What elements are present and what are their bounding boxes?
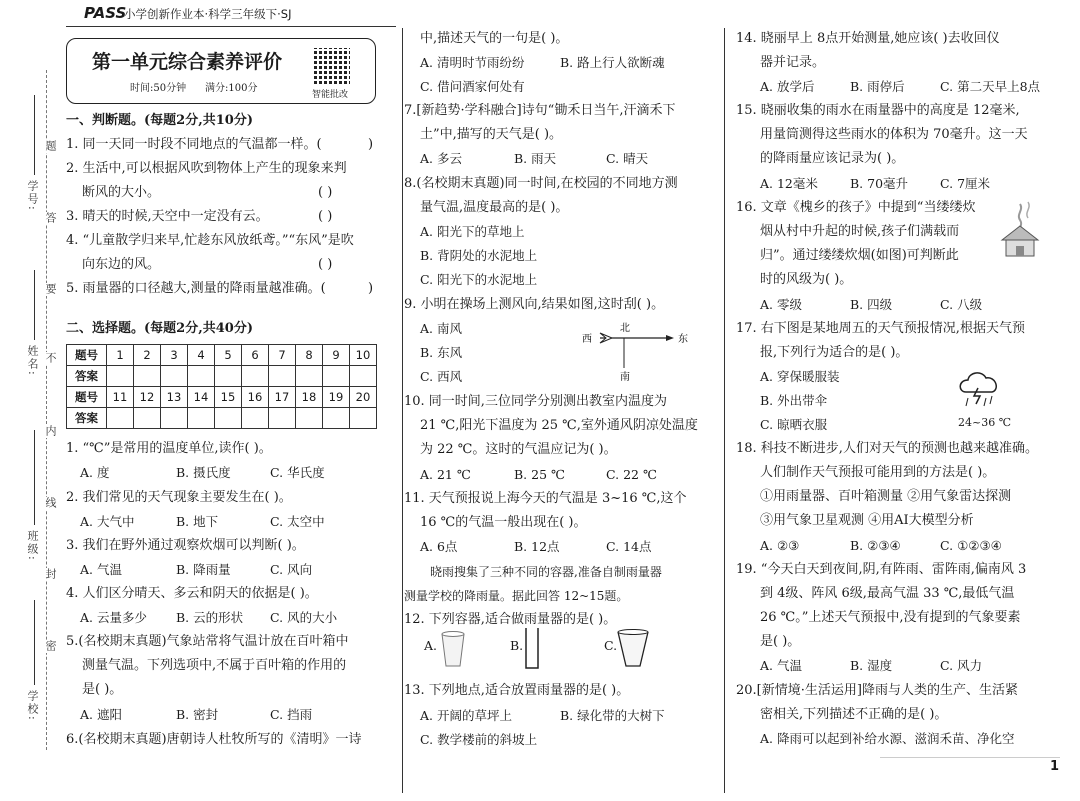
- judge-q3: 3. 晴天的时候,天空中一定没有云。: [66, 209, 269, 224]
- option[interactable]: A. 度: [80, 465, 110, 480]
- page-number: 1: [1050, 759, 1060, 774]
- choice-q5: 5.(名校期末真题)气象站常将气温计放在百叶箱中: [66, 634, 349, 649]
- forecast-temp: 24~36 ℃: [958, 416, 1012, 429]
- option[interactable]: B. 东风: [420, 345, 463, 360]
- seal-char: 答: [44, 212, 57, 225]
- judge-q2-cont: 断风的大小。: [82, 185, 161, 200]
- answer-cell[interactable]: [188, 408, 215, 429]
- student-no-label: 学号:: [26, 180, 39, 212]
- option[interactable]: C. 华氏度: [270, 465, 325, 480]
- choice-q5-cont: 是( )。: [82, 682, 123, 697]
- student-no-blank[interactable]: [34, 95, 35, 175]
- name-blank[interactable]: [34, 270, 35, 340]
- q-num: 4: [188, 345, 215, 366]
- choice-q2: 2. 我们常见的天气现象主要发生在( )。: [66, 490, 292, 505]
- option[interactable]: B. 路上行人欲断魂: [560, 55, 665, 70]
- class-label: 班级:: [26, 530, 39, 562]
- answer-cell[interactable]: [134, 408, 161, 429]
- choice-q18-cont: ①用雨量器、百叶箱测量 ②用气象雷达探测: [760, 489, 1012, 504]
- option[interactable]: A. 阳光下的草地上: [420, 224, 525, 239]
- judge-q4: 4. “儿童散学归来早,忙趁东风放纸鸢。”“东风”是吹: [66, 233, 354, 248]
- q-num: 13: [161, 387, 188, 408]
- choice-q15-cont: 的降雨量应该记录为( )。: [760, 151, 905, 166]
- answer-cell[interactable]: [161, 366, 188, 387]
- q-num: 2: [134, 345, 161, 366]
- wind-vane-icon: [578, 320, 698, 384]
- choice-q16-cont: 时的风级为( )。: [760, 272, 853, 287]
- answer-cell[interactable]: [350, 366, 377, 387]
- seal-char: 线: [44, 497, 57, 510]
- option[interactable]: B. 雨停后: [850, 79, 905, 94]
- section2-heading: 二、选择题。(每题2分,共40分): [66, 321, 253, 336]
- class-blank[interactable]: [34, 430, 35, 525]
- choice-q16-cont: 归”。通过缕缕炊烟(如图)可判断此: [760, 248, 959, 263]
- choice-q14: 14. 晓丽早上 8点开始测量,她应该( )去收回仪: [736, 31, 1000, 46]
- seal-char: 要: [44, 283, 57, 296]
- option[interactable]: C. 太空中: [270, 514, 325, 529]
- judge-q5: 5. 雨量器的口径越大,测量的降雨量越准确。(: [66, 281, 326, 296]
- choice-q18-cont: 人们制作天气预报可能用到的方法是( )。: [760, 465, 996, 480]
- group-intro-cont: 测量学校的降雨量。据此回答 12~15题。: [404, 589, 629, 603]
- q-num: 19: [323, 387, 350, 408]
- answer-cell[interactable]: [323, 366, 350, 387]
- choice-q19-cont: 是( )。: [760, 634, 801, 649]
- choice-q15-cont: 用量筒测得这些雨水的体积为 70毫升。这一天: [760, 127, 1028, 142]
- seal-char: 内: [44, 425, 57, 438]
- option[interactable]: C. 风的大小: [270, 610, 338, 625]
- answer-cell[interactable]: [161, 408, 188, 429]
- option[interactable]: B. 摄氏度: [176, 465, 231, 480]
- choice-q5-cont: 测量气温。下列选项中,不属于百叶箱的作用的: [82, 658, 347, 673]
- option[interactable]: B. 地下: [176, 514, 219, 529]
- seal-char: 封: [44, 568, 57, 581]
- choice-q20: 20.[新情境·生活运用]降雨与人类的生产、生活紧: [736, 683, 1018, 698]
- option[interactable]: A. 大气中: [80, 514, 135, 529]
- judge-q1-paren[interactable]: ): [368, 137, 374, 152]
- option[interactable]: C. 挡雨: [270, 707, 313, 722]
- choice-q8: 8.(名校期末真题)同一时间,在校园的不同地方测: [404, 176, 678, 191]
- answer-cell[interactable]: [215, 366, 242, 387]
- q-num: 8: [296, 345, 323, 366]
- option[interactable]: B. 四级: [850, 297, 893, 312]
- table-row: [67, 366, 377, 387]
- answer-cell[interactable]: [134, 366, 161, 387]
- option[interactable]: C. 晴天: [606, 151, 649, 166]
- school-label: 学校:: [26, 690, 39, 722]
- answer-cell[interactable]: [296, 366, 323, 387]
- choice-q10: 10. 同一时间,三位同学分别测出教室内温度为: [404, 394, 667, 409]
- option[interactable]: A. 开阔的草坪上: [420, 708, 512, 723]
- q-num: 5: [215, 345, 242, 366]
- choice-q19: 19. “今天白天到夜间,阴,有阵雨、雷阵雨,偏南风 3: [736, 562, 1027, 577]
- option[interactable]: A. 穿保暖服装: [760, 369, 840, 384]
- option[interactable]: B. 12点: [514, 539, 560, 554]
- option[interactable]: A. 降雨可以起到补给水源、滋润禾苗、净化空: [760, 731, 1015, 746]
- answer-cell[interactable]: [269, 408, 296, 429]
- choice-q14-cont: 器并记录。: [760, 55, 826, 70]
- compass-north: 北: [620, 323, 630, 334]
- choice-q12: 12. 下列容器,适合做雨量器的是( )。: [404, 612, 617, 627]
- answer-table: [66, 344, 377, 429]
- judge-q2: 2. 生活中,可以根据风吹到物体上产生的现象来判: [66, 161, 347, 176]
- q-num: 20: [350, 387, 377, 408]
- choice-q1: 1. “℃”是常用的温度单位,读作( )。: [66, 441, 272, 456]
- answer-cell[interactable]: [188, 366, 215, 387]
- option[interactable]: B.: [510, 638, 524, 653]
- seal-char: 题: [44, 140, 57, 153]
- q-num: 17: [269, 387, 296, 408]
- answer-cell[interactable]: [269, 366, 296, 387]
- judge-q5-paren[interactable]: ): [368, 281, 374, 296]
- choice-q9: 9. 小明在操场上测风向,结果如图,这时刮( )。: [404, 297, 665, 312]
- option[interactable]: A. ②③: [760, 538, 800, 553]
- choice-q16: 16. 文章《槐乡的孩子》中提到“当缕缕炊: [736, 200, 976, 215]
- q-num: 14: [188, 387, 215, 408]
- choice-q7: 7.[新趋势·学科融合]诗句“锄禾日当午,汗滴禾下: [404, 103, 676, 118]
- choice-q19-cont: 到 4级、阵风 6级,最高气温 33 ℃,最低气温: [760, 586, 1015, 601]
- judge-q4-paren[interactable]: ( ): [318, 257, 333, 272]
- judge-q4-cont: 向东边的风。: [82, 257, 161, 272]
- answer-cell[interactable]: [242, 408, 269, 429]
- option[interactable]: A. 清明时节雨纷纷: [420, 55, 525, 70]
- q6-cont: 中,描述天气的一句是( )。: [420, 31, 569, 46]
- answer-cell[interactable]: [107, 408, 134, 429]
- q-num: 10: [350, 345, 377, 366]
- tapered-glass-icon: [616, 628, 650, 672]
- q-num: 7: [269, 345, 296, 366]
- section1-heading: 一、判断题。(每题2分,共10分): [66, 113, 253, 128]
- option[interactable]: B. ②③④: [850, 538, 901, 553]
- option[interactable]: A. 气温: [760, 658, 802, 673]
- choice-q13: 13. 下列地点,适合放置雨量器的是( )。: [404, 683, 630, 698]
- option[interactable]: A. 放学后: [760, 79, 815, 94]
- option[interactable]: A. 云量多少: [80, 610, 147, 625]
- choice-q16-cont: 烟从村中升起的时候,孩子们满载而: [760, 224, 960, 239]
- option[interactable]: B. 云的形状: [176, 610, 244, 625]
- option[interactable]: A. 多云: [420, 151, 462, 166]
- group-intro: 晓雨搜集了三种不同的容器,准备自制雨量器: [430, 565, 662, 579]
- option[interactable]: B. 70毫升: [850, 176, 909, 191]
- answer-cell[interactable]: [350, 408, 377, 429]
- option[interactable]: C. 第二天早上8点: [940, 79, 1041, 94]
- choice-q18: 18. 科技不断进步,人们对天气的预测也越来越准确。: [736, 441, 1038, 456]
- compass-south: 南: [620, 372, 630, 383]
- option[interactable]: A. 南风: [420, 321, 462, 336]
- school-blank[interactable]: [34, 600, 35, 685]
- seal-char: 不: [44, 352, 57, 365]
- q-num: 18: [296, 387, 323, 408]
- footer-rule: [880, 757, 1060, 758]
- table-row: [67, 408, 377, 429]
- option[interactable]: C. 7厘米: [940, 176, 991, 191]
- choice-q15: 15. 晓丽收集的雨水在雨量器中的高度是 12毫米,: [736, 103, 1020, 118]
- option[interactable]: C. 八级: [940, 297, 983, 312]
- time-label: 时间:50分钟: [130, 83, 187, 94]
- name-label: 姓名:: [26, 345, 39, 377]
- option[interactable]: B. 外出带伞: [760, 393, 828, 408]
- answer-cell[interactable]: [242, 366, 269, 387]
- compass-east: 东: [678, 334, 688, 345]
- choice-q18-cont: ③用气象卫星观测 ④用AI大模型分析: [760, 513, 974, 528]
- option[interactable]: A.: [424, 638, 438, 653]
- q-num: 1: [107, 345, 134, 366]
- option[interactable]: C. 晾晒衣服: [760, 417, 828, 432]
- brand-logo: PASS: [84, 4, 127, 22]
- answer-label: 答案: [67, 366, 107, 387]
- option[interactable]: A. 气温: [80, 562, 122, 577]
- option[interactable]: B. 湿度: [850, 658, 893, 673]
- choice-q10-cont: 为 22 ℃。这时的气温应记为( )。: [420, 442, 617, 457]
- answer-cell[interactable]: [215, 408, 242, 429]
- answer-cell[interactable]: [107, 366, 134, 387]
- option[interactable]: B. 绿化带的大树下: [560, 708, 665, 723]
- option[interactable]: C. 风向: [270, 562, 313, 577]
- answer-label: 答案: [67, 408, 107, 429]
- choice-q6: 6.(名校期末真题)唐朝诗人杜牧所写的《清明》一诗: [66, 732, 362, 747]
- smart-grading-label: 智能批改: [312, 90, 349, 100]
- score-label: 满分:100分: [205, 83, 258, 94]
- seal-char: 密: [44, 640, 57, 653]
- option[interactable]: A. 6点: [420, 539, 458, 554]
- compass-west: 西: [582, 334, 592, 345]
- page-title: 第一单元综合素养评价: [92, 51, 283, 73]
- wide-cup-icon: [440, 630, 466, 670]
- option[interactable]: C. 西风: [420, 369, 463, 384]
- choice-q10-cont: 21 ℃,阳光下温度为 25 ℃,室外通风阴凉处温度: [420, 418, 698, 433]
- series-title: 小学创新作业本·科学三年级下·SJ: [124, 7, 292, 21]
- option[interactable]: B. 背阴处的水泥地上: [420, 248, 538, 263]
- judge-q3-paren[interactable]: ( ): [318, 209, 333, 224]
- judge-q1: 1. 同一天同一时段不同地点的气温都一样。(: [66, 137, 322, 152]
- option[interactable]: A. 零级: [760, 297, 802, 312]
- option[interactable]: C. 14点: [606, 539, 652, 554]
- option[interactable]: C.: [604, 638, 618, 653]
- q-num: 3: [161, 345, 188, 366]
- choice-q17-cont: 报,下列行为适合的是( )。: [760, 345, 909, 360]
- option[interactable]: A. 遮阳: [80, 707, 122, 722]
- choice-q3: 3. 我们在野外通过观察炊烟可以判断( )。: [66, 538, 305, 553]
- option[interactable]: C. 22 ℃: [606, 467, 657, 482]
- row-label: 题号: [67, 345, 107, 366]
- option[interactable]: B. 雨天: [514, 151, 557, 166]
- answer-cell[interactable]: [296, 408, 323, 429]
- option[interactable]: C. ①②③④: [940, 538, 1002, 553]
- q-num: 12: [134, 387, 161, 408]
- answer-cell[interactable]: [323, 408, 350, 429]
- choice-q20-cont: 密相关,下列描述不正确的是( )。: [760, 707, 948, 722]
- q-num: 15: [215, 387, 242, 408]
- option[interactable]: B. 25 ℃: [514, 467, 565, 482]
- choice-q8-cont: 量气温,温度最高的是( )。: [420, 200, 569, 215]
- choice-q4: 4. 人们区分晴天、多云和阴天的依据是( )。: [66, 586, 318, 601]
- table-row: [67, 345, 377, 366]
- choice-q11-cont: 16 ℃的气温一般出现在( )。: [420, 515, 587, 530]
- option[interactable]: B. 密封: [176, 707, 219, 722]
- option[interactable]: B. 降雨量: [176, 562, 231, 577]
- q-num: 9: [323, 345, 350, 366]
- option[interactable]: C. 风力: [940, 658, 983, 673]
- judge-q2-paren[interactable]: ( ): [318, 185, 333, 200]
- column-divider: [724, 28, 725, 793]
- table-row: [67, 387, 377, 408]
- row-label: 题号: [67, 387, 107, 408]
- option[interactable]: C. 借问酒家何处有: [420, 79, 525, 94]
- header-rule: [66, 26, 396, 27]
- choice-q7-cont: 土”中,描写的天气是( )。: [420, 127, 563, 142]
- thunderstorm-icon: [956, 366, 1004, 412]
- choice-q17: 17. 右下图是某地周五的天气预报情况,根据天气预: [736, 321, 1025, 336]
- option[interactable]: A. 21 ℃: [420, 467, 471, 482]
- q-num: 11: [107, 387, 134, 408]
- smoking-house-icon: [990, 200, 1056, 260]
- option[interactable]: C. 阳光下的水泥地上: [420, 272, 538, 287]
- column-divider: [402, 28, 403, 793]
- choice-q11: 11. 天气预报说上海今天的气温是 3~16 ℃,这个: [404, 491, 687, 506]
- qr-code-icon[interactable]: [314, 48, 350, 84]
- option[interactable]: A. 12毫米: [760, 176, 818, 191]
- option[interactable]: C. 教学楼前的斜坡上: [420, 732, 538, 747]
- q-num: 6: [242, 345, 269, 366]
- straight-cylinder-icon: [522, 626, 542, 672]
- choice-q19-cont: 26 ℃。”上述天气预报中,没有提到的气象要素: [760, 610, 1021, 625]
- q-num: 16: [242, 387, 269, 408]
